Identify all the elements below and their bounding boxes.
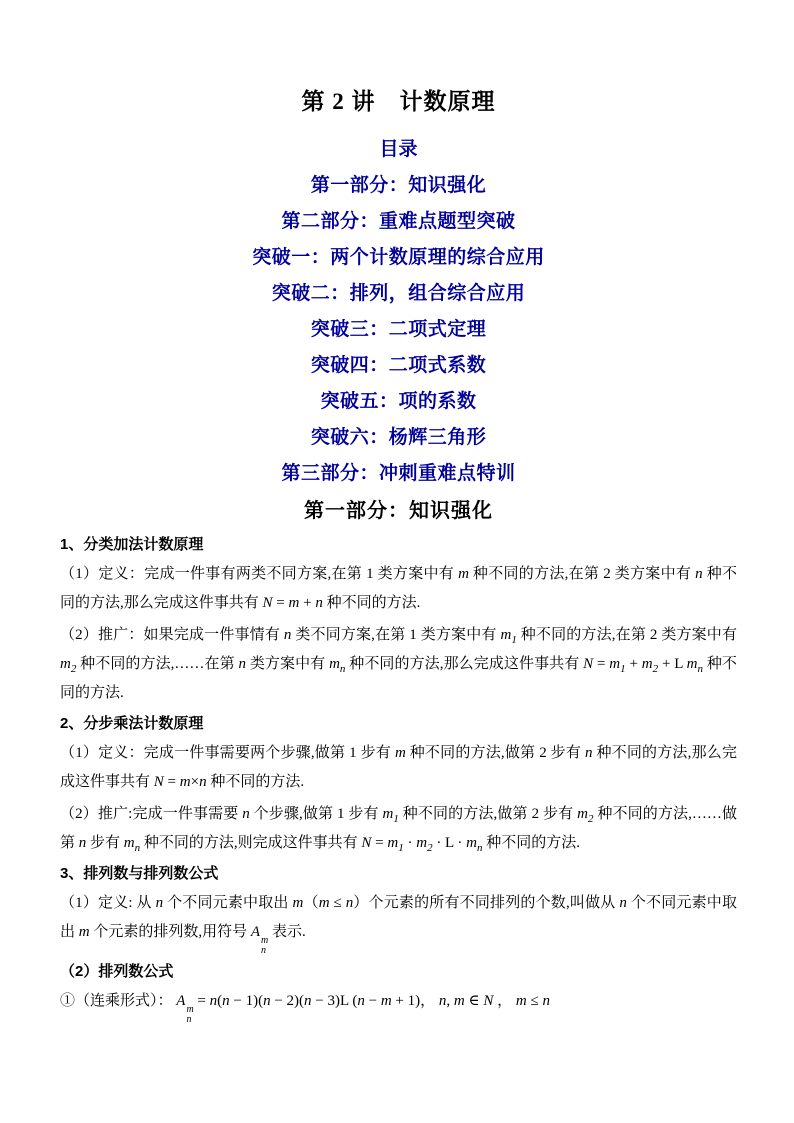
toc-heading: 目录 [379,139,418,160]
paragraph: （2）推广:完成一件事需要 n 个步骤,做第 1 步有 $m_1$ 种不同的方法,做第 2 步有 $m_2$ 种不同的方法,……做第 n 步有 $m_n$ 种不同的方法,则完成这件事共有 $N = m_1 \cdot m_2 \cdot L \cdot m_n$ 种不同的方法. [60,806,737,854]
toc-item-1: 第一部分：知识强化 [310,175,487,196]
toc-item-4: 突破二：排列，组合综合应用 [271,283,526,304]
toc-item-9: 第三部分：冲刺重难点特训 [281,463,516,484]
paragraph: （1）定义: 从 n 个不同元素中取出 m（m ≤ n）个元素的所有不同排列的个数,叫做从 n 个不同元素中取出 m 个元素的排列数,用符号 A m n 表示. [60,895,737,956]
document-body [60,532,737,1025]
paragraph: （2）推广：如果完成一件事情有 n 类不同方案,在第 1 类方案中有 $m_1$ 种不同的方法,在第 2 类方案中有 $m_2$ 种不同的方法,……在第 n 类方案中有 $m_n$ 种不同的方法,那么完成这件事共有 $N = m_1 + m_2 + L$ $m_n$ 种不同的方法. [60,627,737,701]
toc-item-2: 第二部分：重难点题型突破 [281,211,516,232]
content-subheading: 3、排列数与排列数公式 [60,865,219,882]
paragraph: （1）定义：完成一件事有两类不同方案,在第 1 类方案中有 m 种不同的方法,在第 2 类方案中有 n 种不同的方法,那么完成这件事共有 N = m + n 种不同的方法. [60,566,737,611]
content-subheading: 2、分步乘法计数原理 [60,715,204,732]
toc-item-5: 突破三：二项式定理 [310,319,487,340]
toc-item-7: 突破五：项的系数 [320,391,477,412]
toc-item-8: 突破六：杨辉三角形 [310,427,487,448]
paragraph: ①（连乘形式）： A m n = n(n − 1)(n − 2)(n − 3)L (n − m + 1)， n, m ∈ N ， m ≤ n [60,993,550,1025]
paragraph: （1）定义：完成一件事需要两个步骤,做第 1 步有 m 种不同的方法,做第 2 步有 n 种不同的方法,那么完成这件事共有 N = m×n 种不同的方法. [60,745,737,790]
section-heading: 第一部分：知识强化 [304,500,493,522]
document-title: 第 2 讲 计数原理 [301,89,496,114]
permutation-symbol: A m n [250,924,269,956]
toc-list [60,175,737,485]
toc-item-3: 突破一：两个计数原理的综合应用 [252,247,545,268]
toc-item-6: 突破四：二项式系数 [310,355,487,376]
content-subheading: （2）排列数公式 [60,963,174,980]
permutation-symbol: A m n [176,993,194,1025]
content-subheading: 1、分类加法计数原理 [60,536,204,553]
